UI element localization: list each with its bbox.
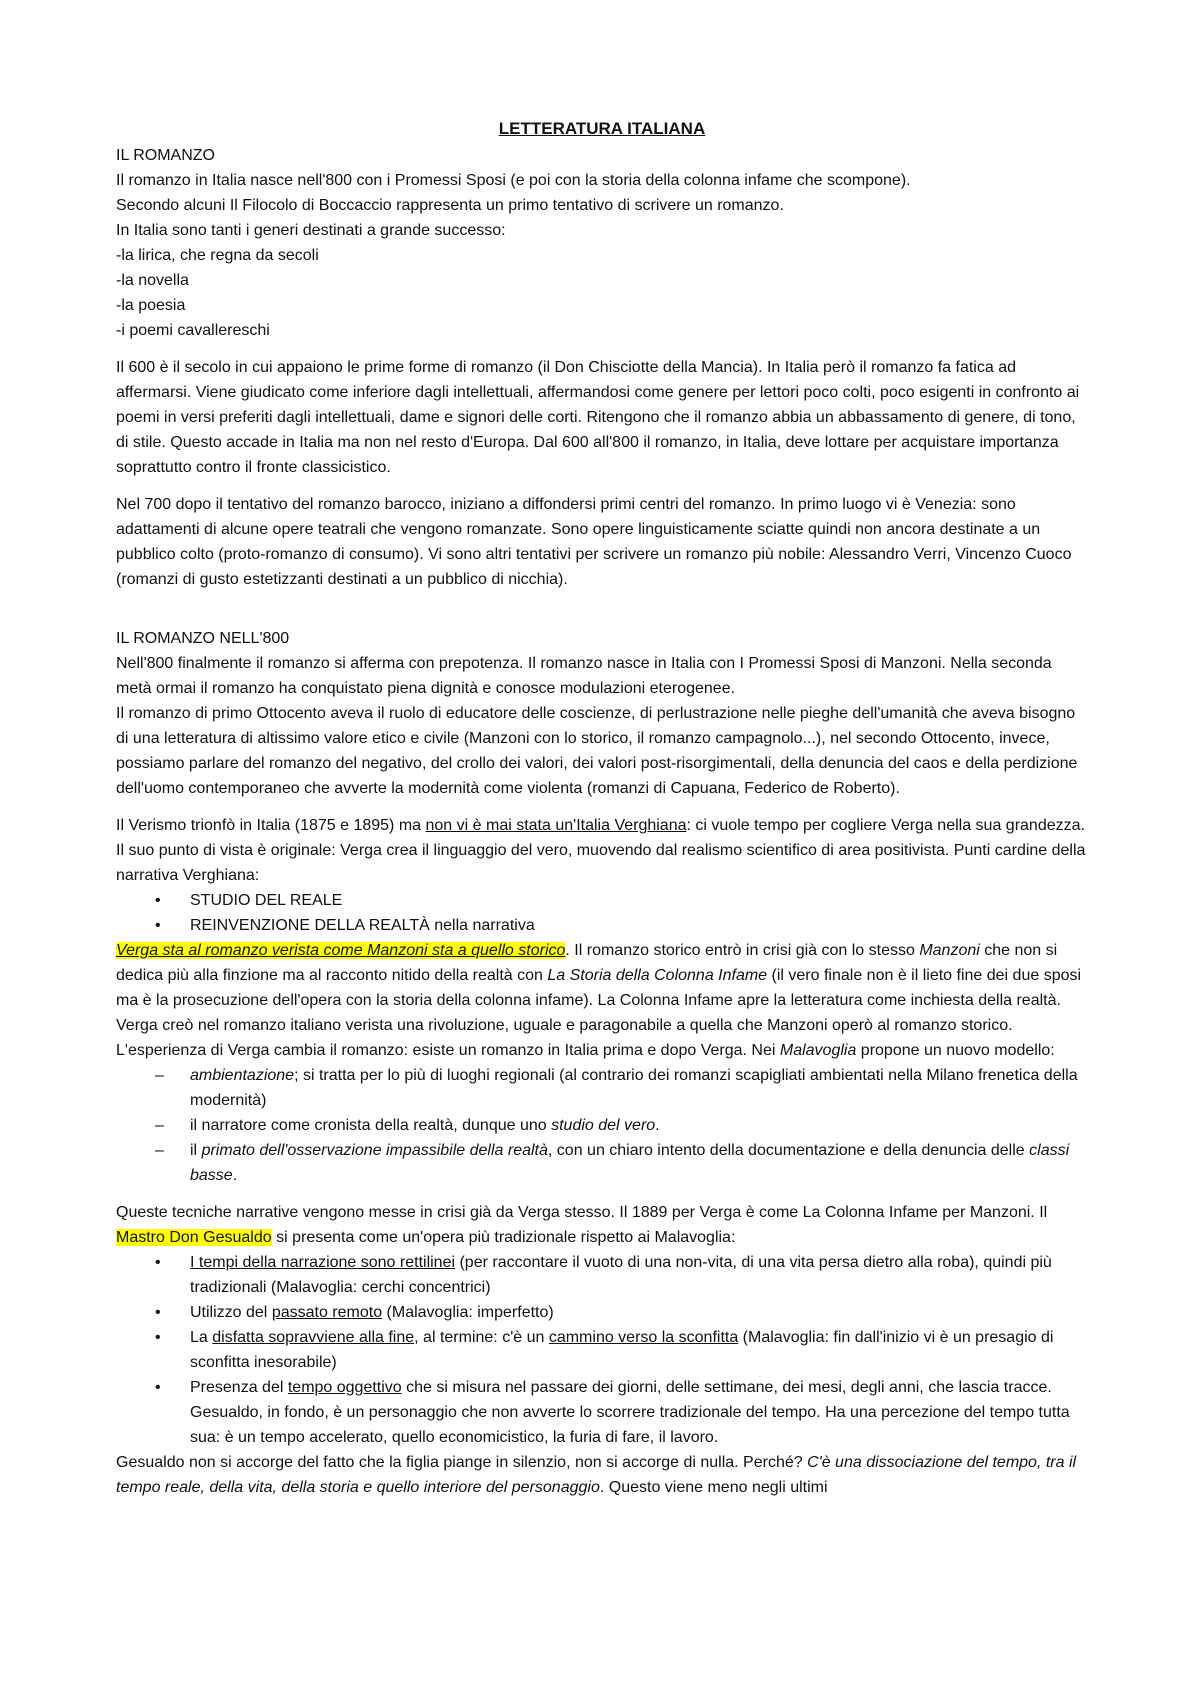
cardini-list (116, 888, 1088, 938)
list-item: • Utilizzo del passato remoto (Malavoglia: imperfetto) (116, 1300, 1088, 1325)
genre-item: -la novella (116, 272, 189, 289)
paragraph-line: In Italia sono tanti i generi destinati a grande successo: (116, 222, 506, 239)
list-item: • REINVENZIONE DELLA REALTÀ nella narrativa (116, 913, 1088, 938)
section-heading-romanzo: IL ROMANZO (116, 147, 215, 164)
list-item: – ambientazione; si tratta per lo più di luoghi regionali (al contrario dei romanzi scapigliati ambientati nella Milano frenetica della modernità) (116, 1063, 1088, 1113)
list-item: • STUDIO DEL REALE (116, 888, 1088, 913)
section-heading-romanzo-800: IL ROMANZO NELL'800 (116, 630, 290, 647)
genre-item: -la poesia (116, 297, 186, 314)
paragraph-highlight: Verga sta al romanzo verista come Manzoni sta a quello storico. Il romanzo storico entrò in crisi già con lo stesso Manzoni che non si dedica più alla finzione ma al racconto nitido della realtà con La Storia della Colonna Infame (il vero finale non è il lieto fine dei due sposi ma è la prosecuzione dell'opera con la storia della colonna infame). La Colonna Infame apre la letteratura come inchiesta della realtà. (116, 942, 1082, 1009)
document-title: LETTERATURA ITALIANA (498, 119, 706, 138)
paragraph-gesualdo: Queste tecniche narrative vengono messe in crisi già da Verga stesso. Il 1889 per Verga è come La Colonna Infame per Manzoni. Il Mastro Don Gesualdo si presenta come un'opera più tradizionale rispetto ai Malavoglia: (116, 1204, 1048, 1246)
gesualdo-list (116, 1250, 1088, 1450)
paragraph: Nell'800 finalmente il romanzo si afferma con prepotenza. Il romanzo nasce in Italia con I Promessi Sposi di Manzoni. Nella seconda metà ormai il romanzo ha conquistato piena dignità e conosce modulazioni eterogenee. (116, 655, 1052, 697)
list-item: • I tempi della narrazione sono rettilinei (per raccontare il vuoto di una non-vita, di una vita persa dietro alla roba), quindi più tradizionali (Malavoglia: cerchi concentrici) (116, 1250, 1088, 1300)
list-item: – il primato dell'osservazione impassibile della realtà, con un chiaro intento della documentazione e della denuncia delle classi basse. (116, 1138, 1088, 1188)
genre-item: -i poemi cavallereschi (116, 322, 270, 339)
list-item: • Presenza del tempo oggettivo che si misura nel passare dei giorni, delle settimane, dei mesi, degli anni, che lascia tracce. Gesualdo, in fondo, è un personaggio che non avverte lo scorrere tradizionale del tempo. Ha una percezione del tempo tutta sua: è un tempo accelerato, quello economicistico, la furia di fare, il lavoro. (116, 1375, 1088, 1450)
paragraph-dissociazione: Gesualdo non si accorge del fatto che la figlia piange in silenzio, non si accorge di nulla. Perché? C'è una dissociazione del tempo, tra il tempo reale, della vita, della storia e quello interiore del personaggio. Questo viene meno negli ultimi (116, 1454, 1077, 1496)
modello-list (116, 1063, 1088, 1188)
highlighted-text: Mastro Don Gesualdo (116, 1229, 272, 1246)
genre-item: -la lirica, che regna da secoli (116, 247, 319, 264)
paragraph: Nel 700 dopo il tentativo del romanzo barocco, iniziano a diffondersi primi centri del romanzo. In primo luogo vi è Venezia: sono adattamenti di alcune opere teatrali che vengono romanzate. Sono opere linguisticamente sciatte quindi non ancora destinate a un pubblico colto (proto-romanzo di consumo). Vi sono altri tentativi per scrivere un romanzo più nobile: Alessandro Verri, Vincenzo Cuoco (romanzi di gusto estetizzanti destinati a un pubblico di nicchia). (116, 496, 1072, 588)
paragraph-rivoluzione: Verga creò nel romanzo italiano verista una rivoluzione, uguale e paragonabile a quella che Manzoni operò al romanzo storico. L'esperienza di Verga cambia il romanzo: esiste un romanzo in Italia prima e dopo Verga. Nei Malavoglia propone un nuovo modello: (116, 1017, 1055, 1059)
paragraph-line: Secondo alcuni Il Filocolo di Boccaccio rappresenta un primo tentativo di scrivere un romanzo. (116, 197, 784, 214)
paragraph: Il 600 è il secolo in cui appaiono le prime forme di romanzo (il Don Chisciotte della Mancia). In Italia però il romanzo fa fatica ad affermarsi. Viene giudicato come inferiore dagli intellettuali, affermandosi come genere per lettori poco colti, poco esigenti in confronto ai poemi in versi preferiti dagli intellettuali, dame e signori delle corti. Ritengono che il romanzo abbia un abbassamento di genere, di tono, di stile. Questo accade in Italia ma non nel resto d'Europa. Dal 600 all'800 il romanzo, in Italia, deve lottare per acquistare importanza soprattutto contro il fronte classicistico. (116, 359, 1080, 476)
paragraph-verismo: Il Verismo trionfò in Italia (1875 e 1895) ma non vi è mai stata un'Italia Verghiana: ci vuole tempo per cogliere Verga nella sua grandezza. Il suo punto di vista è originale: Verga crea il linguaggio del vero, muovendo dal realismo scientifico di area positivista. Punti cardine della narrativa Verghiana: (116, 817, 1086, 884)
list-item: – il narratore come cronista della realtà, dunque uno studio del vero. (116, 1113, 1088, 1138)
underlined-text: non vi è mai stata un'Italia Verghiana (425, 817, 687, 834)
paragraph-line: Il romanzo in Italia nasce nell'800 con i Promessi Sposi (e poi con la storia della colonna infame che scompone). (116, 172, 911, 189)
list-item: • La disfatta sopravviene alla fine, al termine: c'è un cammino verso la sconfitta (Malavoglia: fin dall'inizio vi è un presagio di sconfitta inesorabile) (116, 1325, 1088, 1375)
highlighted-text: Verga sta al romanzo verista come Manzoni sta a quello storico (116, 942, 566, 959)
paragraph: Il romanzo di primo Ottocento aveva il ruolo di educatore delle coscienze, di perlustrazione nelle pieghe dell'umanità che aveva bisogno di una letteratura di altissimo valore etico e civile (Manzoni con lo storico, il romanzo campagnolo...), nel secondo Ottocento, invece, possiamo parlare del romanzo del negativo, del crollo dei valori, dei valori post-risorgimentali, della denuncia del caos e della perdizione dell'uomo contemporaneo che avverte la modernità come violenta (romanzi di Capuana, Federico de Roberto). (116, 705, 1078, 797)
